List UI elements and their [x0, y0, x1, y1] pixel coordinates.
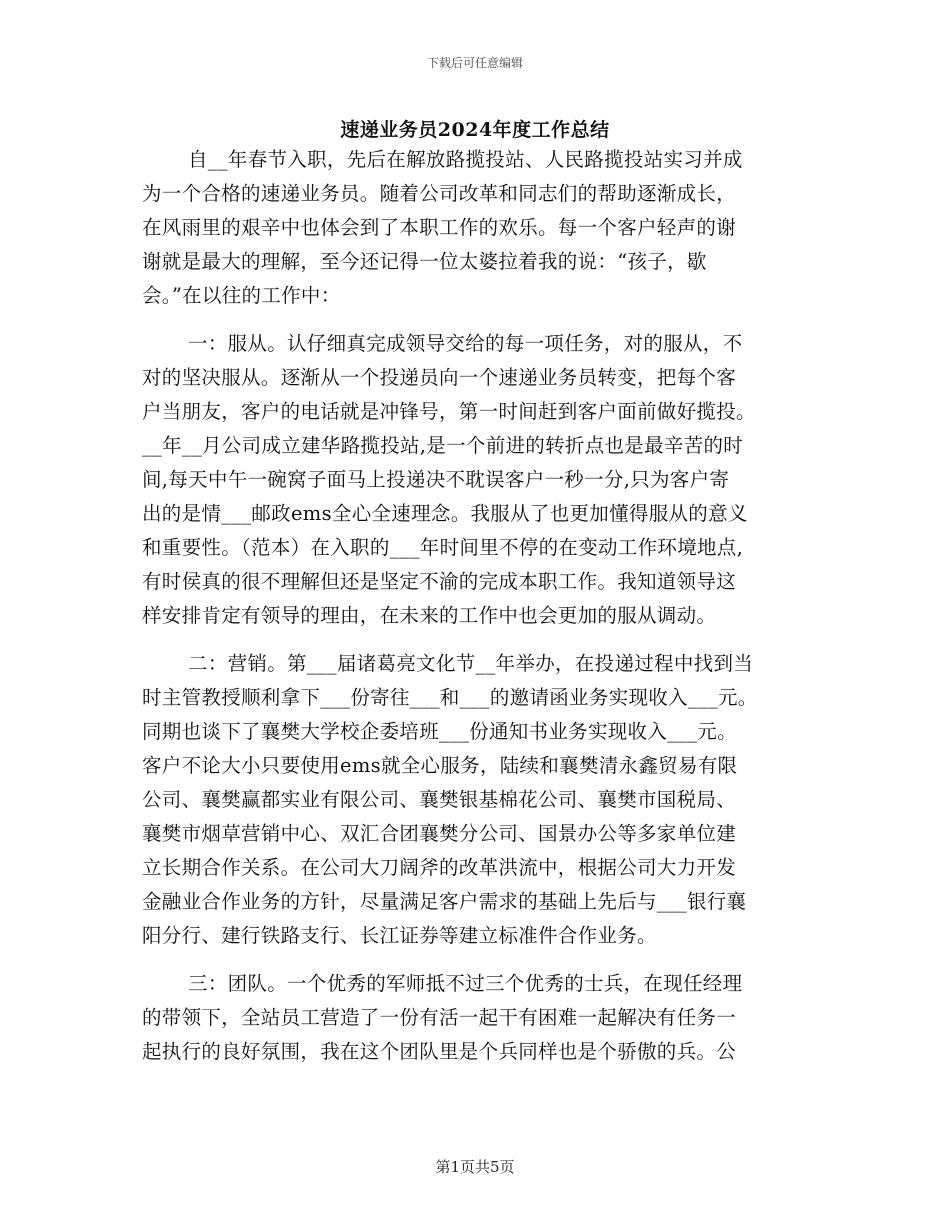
document-title: 速递业务员2024年度工作总结: [340, 119, 610, 141]
paragraph-line: 和重要性。（范本）在入职的___年时间里不停的在变动工作环境地点,: [142, 536, 744, 559]
paragraph-line: 出的是情___邮政ems全心全速理念。我服从了也更加懂得服从的意义: [142, 502, 748, 525]
paragraph-line: 会。”在以往的工作中：: [142, 284, 341, 307]
paragraph-line: 户当朋友，客户的电话就是冲锋号，第一时间赶到客户面前做好揽投。: [142, 400, 756, 423]
paragraph-line: 对的坚决服从。逐渐从一个投递员向一个速递业务员转变，把每个客: [142, 366, 737, 389]
page-number-footer: 第1页共5页: [435, 1158, 515, 1176]
paragraph-line: 有时侯真的很不理解但还是坚定不渝的完成本职工作。我知道领导这: [142, 570, 737, 593]
paragraph-line: 为一个合格的速递业务员。随着公司改革和同志们的帮助逐渐成长，: [142, 182, 737, 205]
paragraph-line: 三：团队。一个优秀的军师抵不过三个优秀的士兵，在现任经理: [188, 972, 743, 995]
paragraph-line: 立长期合作关系。在公司大刀阔斧的改革洪流中，根据公司大力开发: [142, 856, 737, 879]
paragraph-line: 样安排肯定有领导的理由，在未来的工作中也会更加的服从调动。: [142, 604, 717, 627]
paragraph-line: 同期也谈下了襄樊大学校企委培班___份通知书业务实现收入___元。: [142, 720, 737, 743]
paragraph-line: 时主管教授顺利拿下___份寄往___和___的邀请函业务实现收入___元。: [142, 686, 758, 709]
paragraph-line: 的带领下，全站员工营造了一份有活一起干有困难一起解决有任务一: [142, 1006, 737, 1029]
page-header-note: 下载后可任意编辑: [426, 56, 523, 70]
paragraph-line: 二：营销。第___届诸葛亮文化节__年举办，在投递过程中找到当: [188, 652, 754, 675]
paragraph-line: 间,每天中午一碗窝子面马上投递决不耽误客户一秒一分,只为客户寄: [142, 468, 730, 491]
paragraph-line: 金融业合作业务的方针，尽量满足客户需求的基础上先后与___银行襄: [142, 890, 747, 913]
paragraph-line: 起执行的良好氛围，我在这个团队里是个兵同样也是个骄傲的兵。公: [142, 1040, 737, 1063]
paragraph-line: 谢就是最大的理解，至今还记得一位太婆拉着我的说：“孩子，歇: [142, 250, 707, 273]
paragraph-line: 阳分行、建行铁路支行、长江证券等建立标准件合作业务。: [142, 924, 657, 947]
paragraph-line: 公司、襄樊赢都实业有限公司、襄樊银基棉花公司、襄樊市国税局、: [142, 788, 737, 811]
paragraph-line: 客户不论大小只要使用ems就全心服务，陆续和襄樊清永鑫贸易有限: [142, 754, 738, 777]
paragraph-line: 一：服从。认仔细真完成领导交给的每一项任务，对的服从，不: [188, 332, 743, 355]
paragraph-line: __年__月公司成立建华路揽投站,是一个前进的转折点也是最辛苦的时: [142, 434, 744, 457]
paragraph-line: 自__年春节入职，先后在解放路揽投站、人民路揽投站实习并成: [188, 148, 743, 171]
paragraph-line: 襄樊市烟草营销中心、双汇合团襄樊分公司、国景办公等多家单位建: [142, 822, 737, 845]
paragraph-line: 在风雨里的艰辛中也体会到了本职工作的欢乐。每一个客户轻声的谢: [142, 216, 737, 239]
